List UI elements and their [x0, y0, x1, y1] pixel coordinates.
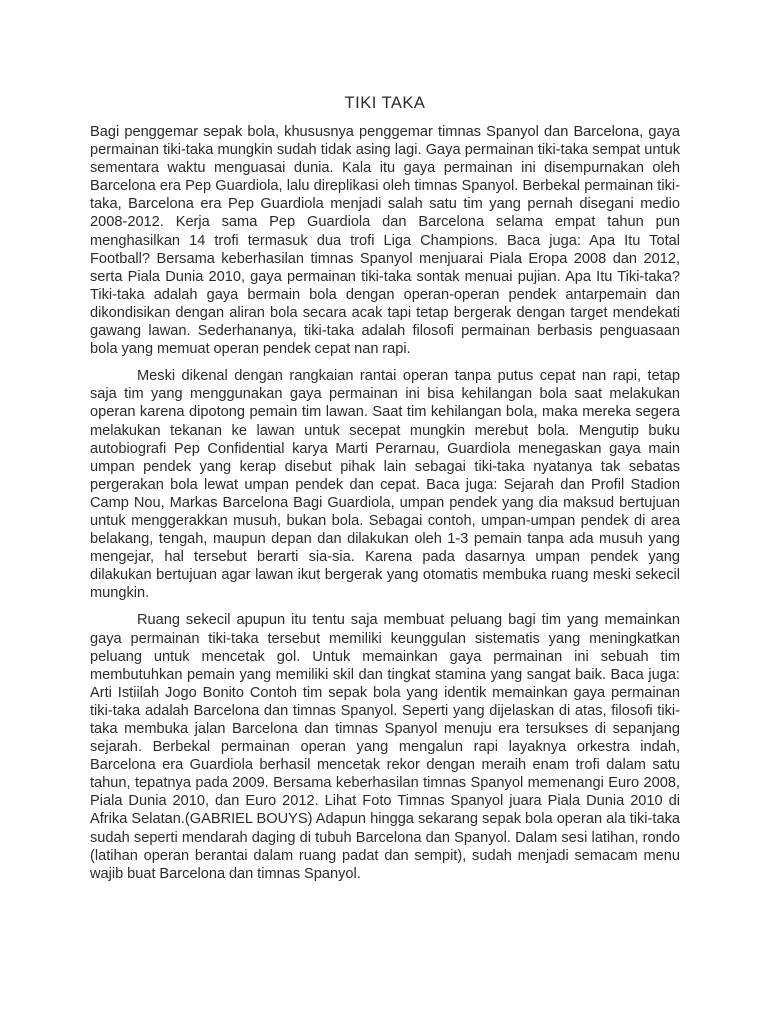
- paragraph-2: Meski dikenal dengan rangkaian rantai operan tanpa putus cepat nan rapi, tetap saja tim yang menggunakan gaya permainan ini bisa kehilangan bola saat melakukan operan karena dipotong pemain tim lawan. Saat tim kehilangan bola, maka mereka segera melakukan tekanan ke lawan untuk secepat mungkin merebut bola. Mengutip buku autobiografi Pep Confidential karya Marti Perarnau, Guardiola menegaskan gaya main umpan pendek yang kerap disebut pihak lain sebagai tiki-taka nyatanya tak sebatas pergerakan bola lewat umpan pendek dan cepat. Baca juga: Sejarah dan Profil Stadion Camp Nou, Markas Barcelona Bagi Guardiola, umpan pendek yang dia maksud bertujuan untuk menggerakkan musuh, bukan bola. Sebagai contoh, umpan-umpan pendek di area belakang, tengah, maupun depan dan dilakukan oleh 1-3 pemain tanpa ada musuh yang mengejar, hal tersebut berarti sia-sia. Karena pada dasarnya umpan pendek yang dilakukan bertujuan agar lawan ikut bergerak yang otomatis membuka ruang meski sekecil mungkin.: [90, 368, 680, 602]
- document-title: TIKI TAKA: [344, 94, 426, 112]
- paragraph-1: Bagi penggemar sepak bola, khususnya penggemar timnas Spanyol dan Barcelona, gaya permainan tiki-taka mungkin sudah tidak asing lagi. Gaya permainan tiki-taka sempat untuk sementara waktu menguasai dunia. Kala itu gaya permainan ini disempurnakan oleh Barcelona era Pep Guardiola, lalu direplikasi oleh timnas Spanyol. Berbekal permainan tiki-taka, Barcelona era Pep Guardiola menjadi salah satu tim yang pernah disegani medio 2008-2012. Kerja sama Pep Guardiola dan Barcelona selama empat tahun pun menghasilkan 14 trofi termasuk dua trofi Liga Champions. Baca juga: Apa Itu Total Football? Bersama keberhasilan timnas Spanyol menjuarai Piala Eropa 2008 dan 2012, serta Piala Dunia 2010, gaya permainan tiki-taka sontak menuai pujian. Apa Itu Tiki-taka? Tiki-taka adalah gaya bermain bola dengan operan-operan pendek antarpemain dan dikondisikan dengan aliran bola secara acak tapi tetap bergerak dengan target mendekati gawang lawan. Sederhananya, tiki-taka adalah filosofi permainan berbasis penguasaan bola yang memuat operan pendek cepat nan rapi.: [90, 124, 680, 358]
- document-page: [90, 92, 680, 892]
- paragraph-3: Ruang sekecil apupun itu tentu saja membuat peluang bagi tim yang memainkan gaya permainan tiki-taka tersebut memiliki keunggulan sistematis yang meningkatkan peluang untuk mencetak gol. Untuk memainkan gaya permainan ini sebuah tim membutuhkan pemain yang memiliki skil dan tingkat stamina yang sangat baik. Baca juga: Arti Istiilah Jogo Bonito Contoh tim sepak bola yang identik memainkan gaya permainan tiki-taka adalah Barcelona dan timnas Spanyol. Seperti yang dijelaskan di atas, filosofi tiki-taka membuka jalan Barcelona dan timnas Spanyol menuju era tersukses di sepanjang sejarah. Berbekal permainan operan yang mengalun rapi layaknya orkestra indah, Barcelona era Guardiola berhasil mencetak rekor dengan meraih enam trofi dalam satu tahun, tepatnya pada 2009. Bersama keberhasilan timnas Spanyol memenangi Euro 2008, Piala Dunia 2010, dan Euro 2012. Lihat Foto Timnas Spanyol juara Piala Dunia 2010 di Afrika Selatan.(GABRIEL BOUYS) Adapun hingga sekarang sepak bola operan ala tiki-taka sudah seperti mendarah daging di tubuh Barcelona dan Spanyol. Dalam sesi latihan, rondo (latihan operan berantai dalam ruang padat dan sempit), sudah menjadi semacam menu wajib buat Barcelona dan timnas Spanyol.: [90, 612, 680, 882]
